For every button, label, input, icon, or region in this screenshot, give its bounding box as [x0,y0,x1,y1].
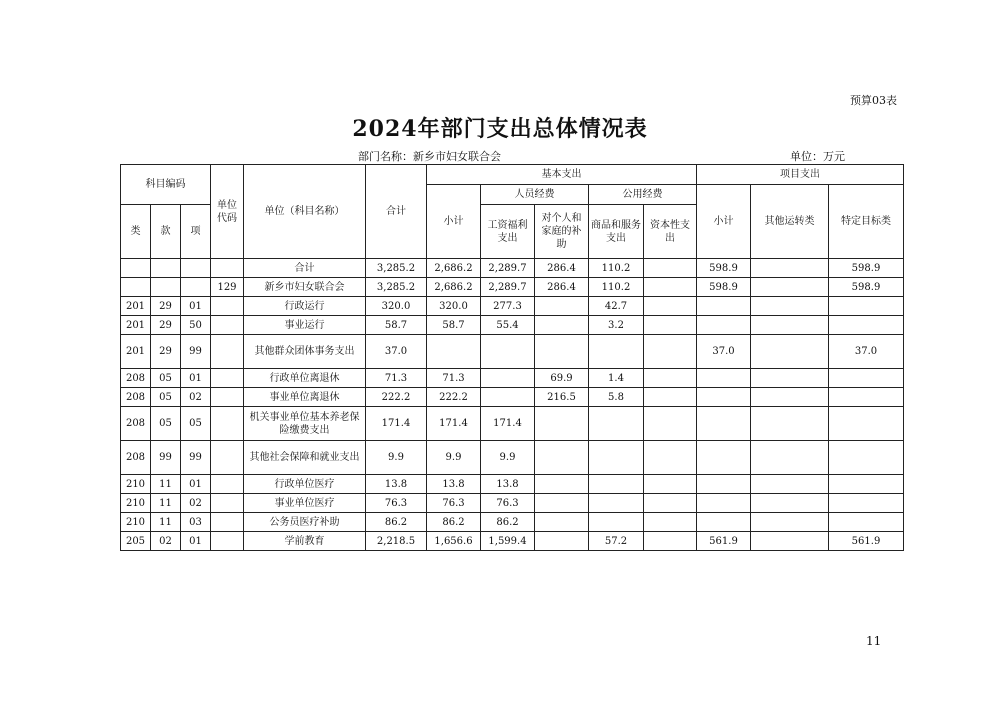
cell-other-transfer [751,494,829,513]
cell-goods [589,475,644,494]
cell-individual: 216.5 [535,388,589,407]
header-goods: 商品和服务支出 [589,205,644,259]
cell-capital [644,316,697,335]
table-row [121,316,904,335]
header-unit-name: 单位（科目名称） [244,165,366,259]
cell-specific [829,407,904,441]
cell-other-transfer [751,259,829,278]
cell-lei: 208 [121,407,151,441]
cell-code [211,494,244,513]
cell-wages: 2,289.7 [481,278,535,297]
cell-name: 机关事业单位基本养老保险缴费支出 [244,407,366,441]
cell-basic-subtotal: 2,686.2 [427,259,481,278]
table-row [121,407,904,441]
cell-specific [829,475,904,494]
cell-individual: 286.4 [535,278,589,297]
cell-total: 222.2 [366,388,427,407]
cell-kuan: 29 [151,335,181,369]
cell-capital [644,278,697,297]
cell-specific: 561.9 [829,532,904,551]
cell-kuan: 05 [151,388,181,407]
cell-proj-subtotal [697,297,751,316]
cell-specific [829,369,904,388]
cell-proj-subtotal [697,316,751,335]
cell-kuan: 29 [151,316,181,335]
header-unit-code: 单位代码 [211,165,244,259]
cell-xiang: 01 [181,297,211,316]
cell-basic-subtotal: 9.9 [427,441,481,475]
table-row [121,278,904,297]
cell-name: 其他社会保障和就业支出 [244,441,366,475]
header-xiang: 项 [181,205,211,259]
cell-basic-subtotal: 320.0 [427,297,481,316]
cell-name: 行政运行 [244,297,366,316]
cell-basic-subtotal: 13.8 [427,475,481,494]
header-wages: 工资福利支出 [481,205,535,259]
cell-wages: 171.4 [481,407,535,441]
cell-lei: 201 [121,335,151,369]
cell-xiang: 01 [181,532,211,551]
cell-proj-subtotal [697,513,751,532]
cell-individual: 69.9 [535,369,589,388]
cell-wages [481,388,535,407]
cell-proj-subtotal [697,441,751,475]
cell-goods: 110.2 [589,278,644,297]
unit-label: 单位：万元 [790,150,845,163]
cell-total: 320.0 [366,297,427,316]
cell-individual [535,316,589,335]
cell-capital [644,259,697,278]
cell-xiang: 01 [181,475,211,494]
cell-capital [644,335,697,369]
cell-kuan: 05 [151,407,181,441]
cell-individual [535,335,589,369]
cell-goods: 3.2 [589,316,644,335]
cell-xiang: 99 [181,441,211,475]
table-row [121,369,904,388]
cell-name: 其他群众团体事务支出 [244,335,366,369]
cell-goods [589,513,644,532]
cell-other-transfer [751,278,829,297]
cell-specific: 598.9 [829,278,904,297]
header-individual: 对个人和家庭的补助 [535,205,589,259]
cell-kuan: 11 [151,513,181,532]
cell-other-transfer [751,532,829,551]
cell-name: 合计 [244,259,366,278]
cell-lei [121,278,151,297]
cell-individual [535,475,589,494]
cell-kuan [151,278,181,297]
cell-wages: 277.3 [481,297,535,316]
cell-xiang: 02 [181,494,211,513]
cell-other-transfer [751,335,829,369]
cell-lei: 210 [121,513,151,532]
cell-code [211,407,244,441]
cell-other-transfer [751,388,829,407]
cell-wages: 13.8 [481,475,535,494]
cell-goods [589,335,644,369]
cell-lei [121,259,151,278]
cell-lei: 210 [121,475,151,494]
cell-lei: 205 [121,532,151,551]
cell-individual [535,532,589,551]
cell-name: 公务员医疗补助 [244,513,366,532]
cell-capital [644,369,697,388]
cell-name: 行政单位离退休 [244,369,366,388]
cell-capital [644,297,697,316]
cell-proj-subtotal [697,494,751,513]
cell-goods [589,407,644,441]
header-basic: 基本支出 [427,165,697,185]
cell-wages [481,369,535,388]
cell-goods: 1.4 [589,369,644,388]
cell-specific: 598.9 [829,259,904,278]
cell-other-transfer [751,297,829,316]
cell-proj-subtotal: 37.0 [697,335,751,369]
cell-code [211,259,244,278]
cell-individual [535,407,589,441]
cell-wages: 55.4 [481,316,535,335]
cell-goods [589,494,644,513]
cell-capital [644,532,697,551]
cell-other-transfer [751,441,829,475]
cell-individual: 286.4 [535,259,589,278]
cell-xiang: 01 [181,369,211,388]
cell-code [211,335,244,369]
cell-individual [535,494,589,513]
cell-name: 学前教育 [244,532,366,551]
cell-kuan: 05 [151,369,181,388]
header-basic-subtotal: 小计 [427,185,481,259]
cell-wages [481,335,535,369]
cell-kuan: 99 [151,441,181,475]
header-other-transfer: 其他运转类 [751,185,829,259]
cell-wages: 2,289.7 [481,259,535,278]
cell-code [211,369,244,388]
cell-code [211,441,244,475]
department-name: 部门名称：新乡市妇女联合会 [358,150,501,163]
cell-capital [644,494,697,513]
page-number: 11 [866,634,882,648]
cell-goods: 110.2 [589,259,644,278]
cell-basic-subtotal: 1,656.6 [427,532,481,551]
cell-total: 71.3 [366,369,427,388]
cell-wages: 1,599.4 [481,532,535,551]
cell-basic-subtotal: 171.4 [427,407,481,441]
header-specific: 特定目标类 [829,185,904,259]
cell-kuan: 11 [151,494,181,513]
cell-proj-subtotal: 598.9 [697,259,751,278]
table-row [121,513,904,532]
cell-xiang [181,259,211,278]
table-body [121,259,904,551]
cell-xiang: 05 [181,407,211,441]
cell-specific [829,494,904,513]
cell-name: 行政单位医疗 [244,475,366,494]
cell-total: 76.3 [366,494,427,513]
cell-lei: 201 [121,316,151,335]
cell-total: 3,285.2 [366,259,427,278]
cell-kuan: 02 [151,532,181,551]
cell-proj-subtotal [697,407,751,441]
cell-goods [589,441,644,475]
cell-name: 新乡市妇女联合会 [244,278,366,297]
cell-basic-subtotal: 58.7 [427,316,481,335]
cell-lei: 208 [121,388,151,407]
cell-xiang: 02 [181,388,211,407]
cell-goods: 5.8 [589,388,644,407]
cell-code: 129 [211,278,244,297]
cell-lei: 201 [121,297,151,316]
expenditure-table [120,164,904,551]
cell-goods: 57.2 [589,532,644,551]
cell-proj-subtotal: 598.9 [697,278,751,297]
cell-code [211,532,244,551]
cell-wages: 9.9 [481,441,535,475]
cell-basic-subtotal: 222.2 [427,388,481,407]
cell-specific [829,316,904,335]
cell-basic-subtotal [427,335,481,369]
cell-basic-subtotal: 71.3 [427,369,481,388]
header-public: 公用经费 [589,185,697,205]
cell-code [211,475,244,494]
cell-total: 3,285.2 [366,278,427,297]
cell-other-transfer [751,513,829,532]
cell-xiang: 50 [181,316,211,335]
header-project: 项目支出 [697,165,904,185]
header-row-1 [121,165,904,185]
cell-goods: 42.7 [589,297,644,316]
cell-code [211,316,244,335]
table-row [121,259,904,278]
form-number: 预算03表 [850,94,897,107]
cell-lei: 208 [121,441,151,475]
cell-specific [829,513,904,532]
cell-basic-subtotal: 86.2 [427,513,481,532]
cell-basic-subtotal: 76.3 [427,494,481,513]
cell-lei: 208 [121,369,151,388]
cell-specific [829,297,904,316]
cell-specific [829,441,904,475]
cell-kuan [151,259,181,278]
page-title: 2024年部门支出总体情况表 [352,116,648,142]
cell-proj-subtotal: 561.9 [697,532,751,551]
cell-specific: 37.0 [829,335,904,369]
table-row [121,335,904,369]
cell-total: 13.8 [366,475,427,494]
cell-capital [644,513,697,532]
header-lei: 类 [121,205,151,259]
cell-capital [644,388,697,407]
header-project-subtotal: 小计 [697,185,751,259]
cell-individual [535,441,589,475]
header-total: 合计 [366,165,427,259]
cell-kuan: 29 [151,297,181,316]
cell-other-transfer [751,316,829,335]
cell-xiang: 99 [181,335,211,369]
cell-name: 事业运行 [244,316,366,335]
cell-kuan: 11 [151,475,181,494]
cell-name: 事业单位医疗 [244,494,366,513]
table-row [121,532,904,551]
cell-other-transfer [751,475,829,494]
cell-basic-subtotal: 2,686.2 [427,278,481,297]
cell-wages: 86.2 [481,513,535,532]
cell-total: 171.4 [366,407,427,441]
cell-xiang [181,278,211,297]
cell-specific [829,388,904,407]
cell-proj-subtotal [697,475,751,494]
cell-name: 事业单位离退休 [244,388,366,407]
cell-other-transfer [751,369,829,388]
table-row [121,297,904,316]
cell-other-transfer [751,407,829,441]
cell-individual [535,297,589,316]
cell-xiang: 03 [181,513,211,532]
cell-individual [535,513,589,532]
table-row [121,388,904,407]
cell-capital [644,475,697,494]
cell-lei: 210 [121,494,151,513]
cell-wages: 76.3 [481,494,535,513]
header-kuan: 款 [151,205,181,259]
table-row [121,494,904,513]
table-row [121,475,904,494]
cell-code [211,297,244,316]
header-subject-code: 科目编码 [121,165,211,205]
table-row [121,441,904,475]
cell-total: 37.0 [366,335,427,369]
cell-proj-subtotal [697,369,751,388]
header-personnel: 人员经费 [481,185,589,205]
cell-code [211,388,244,407]
cell-total: 58.7 [366,316,427,335]
cell-proj-subtotal [697,388,751,407]
cell-total: 2,218.5 [366,532,427,551]
cell-code [211,513,244,532]
cell-capital [644,407,697,441]
cell-total: 9.9 [366,441,427,475]
cell-capital [644,441,697,475]
header-capital: 资本性支出 [644,205,697,259]
cell-total: 86.2 [366,513,427,532]
